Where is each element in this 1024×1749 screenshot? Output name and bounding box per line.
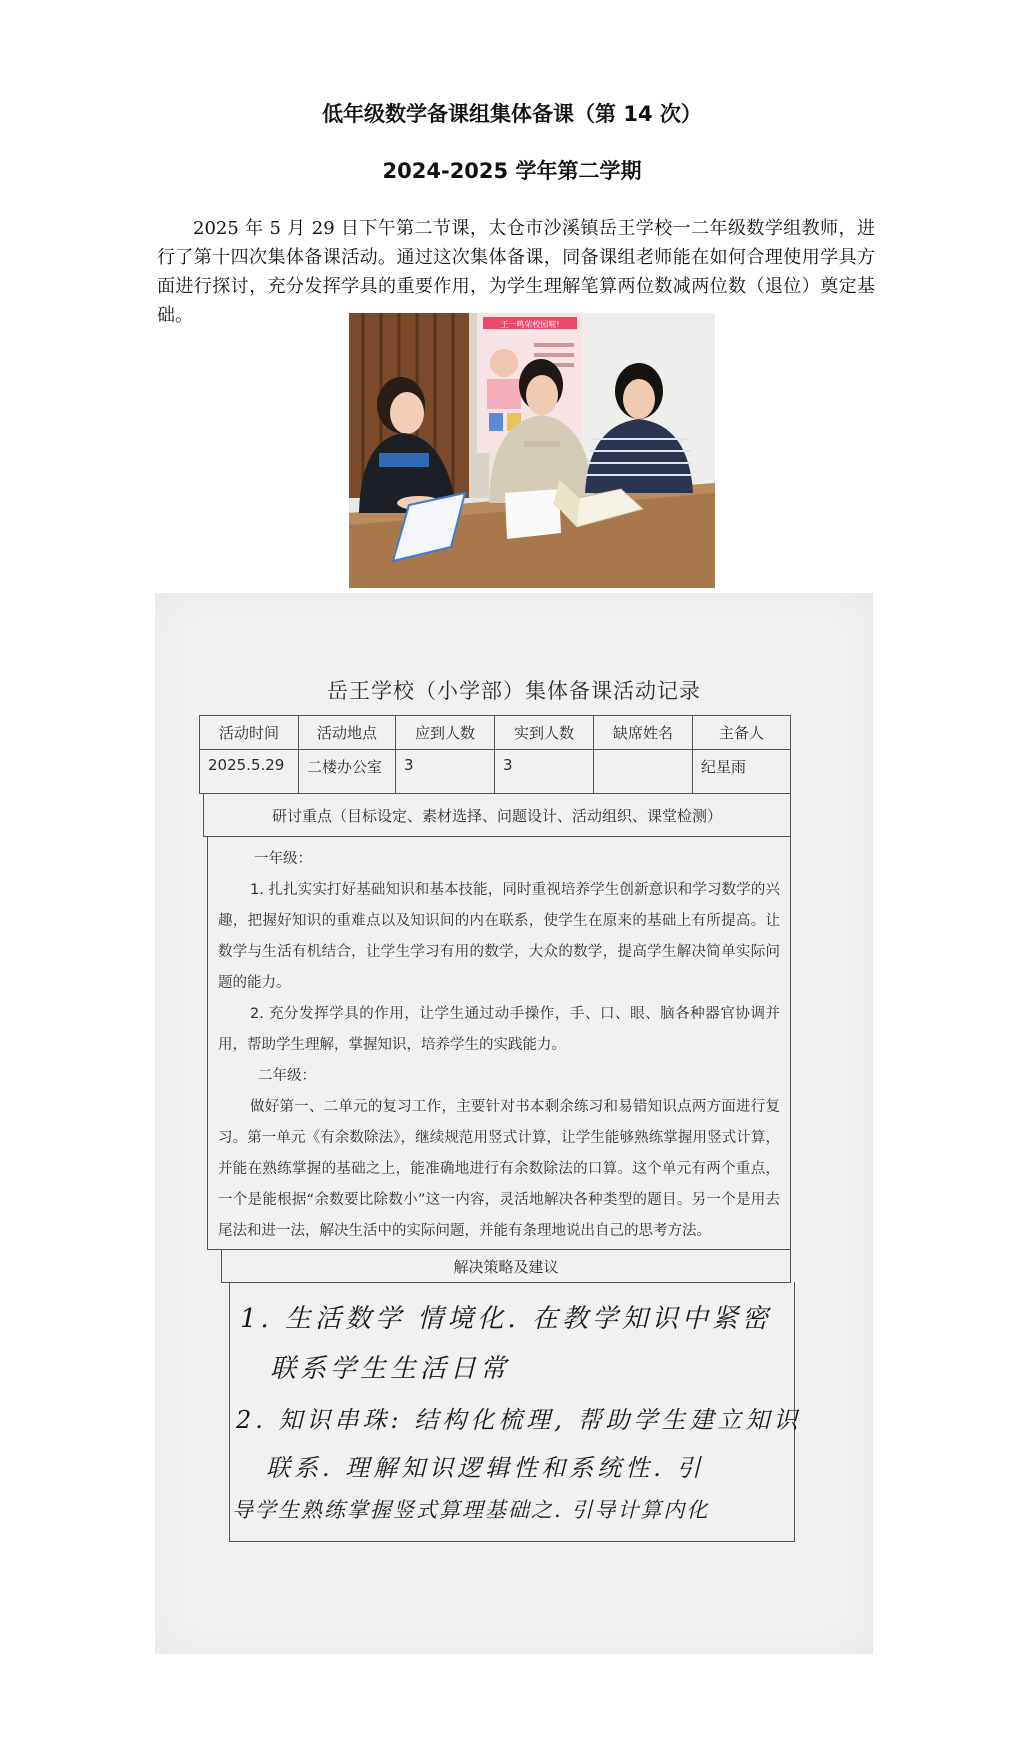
header-cell-location: 活动地点 <box>298 715 396 750</box>
grade2-paragraph: 做好第一、二单元的复习工作，主要针对书本剩余练习和易错知识点两方面进行复习。第一单元《有余数除法》，继续规范用竖式计算，让学生能够熟练掌握用竖式计算，并能在熟练掌握的基础之上，能准确地进行有余数除法的口算。这个单元有两个重点，一个是能根据“余数要比除数小”这一内容，灵活地解决各种类型的题目。另一个是用去尾法和进一法，解决生活中的实际问题，并能有条理地说出自己的思考方法。 <box>218 1099 780 1239</box>
poster-banner-text: 王一鸣荣校园啦! <box>500 320 560 329</box>
handwriting-line-3: 2. 知识串珠: 结构化梳理, 帮助学生建立知识 <box>236 1406 802 1434</box>
handwritten-suggestions <box>229 1282 802 1542</box>
handwriting-line-2: 联系学生生活日常 <box>270 1354 511 1384</box>
value-cell-location: 二楼办公室 <box>298 749 396 794</box>
handwriting-line-5: 导学生熟练掌握竖式算理基础之. 引导计算内化 <box>232 1498 710 1522</box>
handwriting-line-4: 联系. 理解知识逻辑性和系统性. 引 <box>266 1454 705 1482</box>
value-cell-lead: 纪星雨 <box>692 749 791 794</box>
header-cell-expected: 应到人数 <box>395 715 495 750</box>
focus-heading: 研讨重点（目标设定、素材选择、问题设计、活动组织、课堂检测） <box>203 793 791 837</box>
value-cell-time: 2025.5.29 <box>199 749 299 794</box>
intro-paragraph: 2025 年 5 月 29 日下午第二节课，太仓市沙溪镇岳王学校一二年级数学组教师，进行了第十四次集体备课活动。通过这次集体备课，同备课组老师能在如何合理使用学具方面进行探讨，充分发挥学具的重要作用，为学生理解笔算两位数减两位数（退位）奠定基础。 <box>157 218 875 326</box>
header-cell-lead: 主备人 <box>692 715 791 750</box>
value-cell-absent <box>593 749 693 794</box>
focus-body <box>207 836 791 1250</box>
handwriting-line-1: 1. 生活数学 情境化. 在教学知识中紧密 <box>240 1304 772 1334</box>
value-cell-expected: 3 <box>395 749 495 794</box>
meeting-photo <box>349 313 715 588</box>
grade1-point2: 2. 充分发挥学具的作用，让学生通过动手操作，手、口、眼、脑各种器官协调并用，帮助学生理解，掌握知识，培养学生的实践能力。 <box>218 1006 780 1053</box>
document-subtitle: 2024-2025 学年第二学期 <box>382 159 642 183</box>
header-cell-absent: 缺席姓名 <box>593 715 693 750</box>
grade1-label: 一年级： <box>254 851 312 867</box>
grade1-point1: 1. 扎扎实实打好基础知识和基本技能，同时重视培养学生创新意识和学习数学的兴趣，把握好知识的重难点以及知识间的内在联系，使学生在原来的基础上有所提高。让数学与生活有机结合，让学生学习有用的数学，大众的数学，提高学生解决简单实际问题的能力。 <box>218 882 780 991</box>
header-cell-attended: 实到人数 <box>494 715 594 750</box>
scanned-record-form <box>155 593 873 1654</box>
grade2-label: 二年级： <box>258 1068 316 1084</box>
header-cell-time: 活动时间 <box>199 715 299 750</box>
form-title: 岳王学校（小学部）集体备课活动记录 <box>327 679 701 703</box>
value-cell-attended: 3 <box>494 749 594 794</box>
strategy-heading: 解决策略及建议 <box>221 1249 791 1283</box>
document-title: 低年级数学备课组集体备课（第 14 次） <box>322 102 702 126</box>
